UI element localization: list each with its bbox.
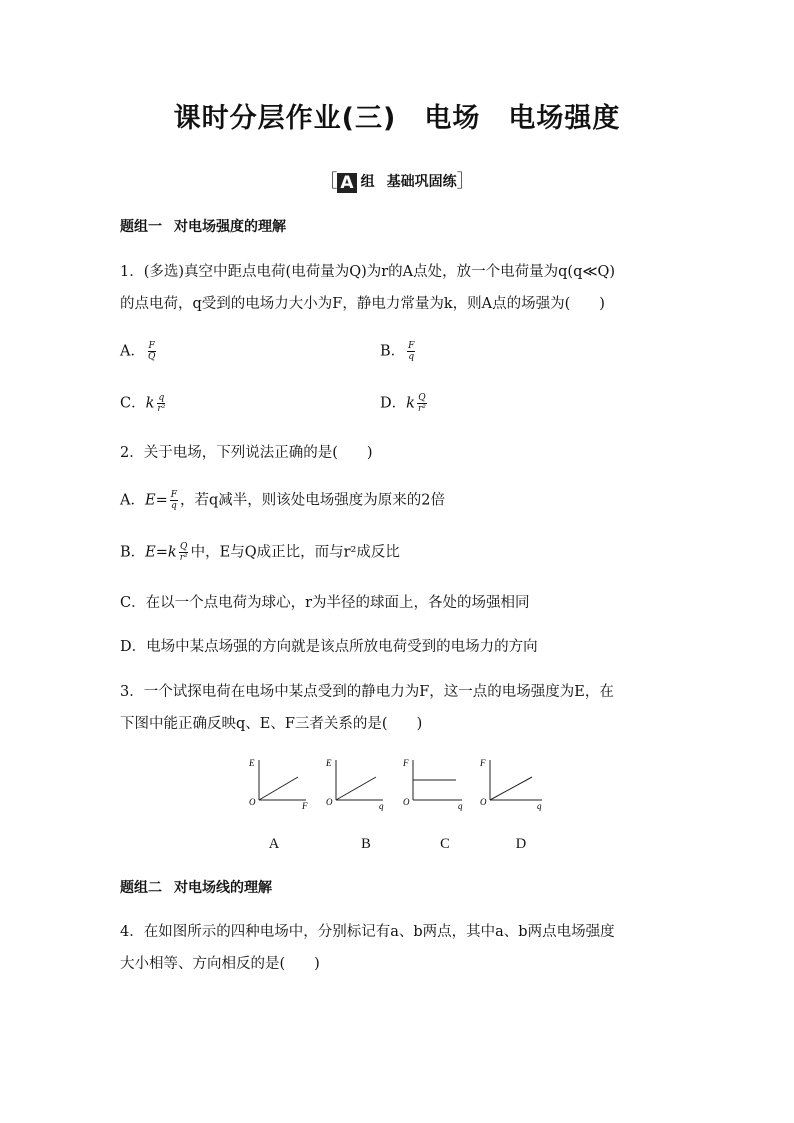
section-heading-2 xyxy=(120,878,272,898)
graph-a xyxy=(248,758,308,811)
q2-option-b: B．E=k $\frac{Q}{\text{r²}}$ 中，E与Q成正比，而与r²成反比 xyxy=(120,542,400,563)
graph-d-x-axis: q xyxy=(537,801,542,811)
q2-option-d: D．电场中某点场强的方向就是该点所放电荷受到的电场力的方向 xyxy=(120,639,538,655)
graph-d-origin: O xyxy=(480,797,487,807)
q1-option-a: A． $\frac{F}{Q}$ xyxy=(120,341,156,362)
group-suffix: 组 xyxy=(360,174,375,190)
graph-label-c: C xyxy=(440,836,450,852)
fraction: $\frac{Q}{\text{r²}}$ xyxy=(179,542,188,563)
graph-c xyxy=(402,758,463,811)
q2-stem: 2．关于电场，下列说法正确的是( ) xyxy=(120,445,373,461)
q1-option-b: B． $\frac{F}{q}$ xyxy=(380,341,415,362)
section-name: 对电场强度的理解 xyxy=(174,219,286,235)
page-title: 课时分层作业(三) 电场 电场强度 xyxy=(173,103,621,134)
q4-line-1: 4．在如图所示的四种电场中，分别标记有a、b两点，其中a、b两点电场强度 xyxy=(120,924,615,940)
section-label: 题组二 xyxy=(120,880,162,896)
q1-line-1: 1．(多选)真空中距点电荷(电荷量为Q)为r的A点处，放一个电荷量为q(q≪Q) xyxy=(120,264,616,280)
q3-line-2: 下图中能正确反映q、E、F三者关系的是( ) xyxy=(120,716,423,732)
graph-label-a: A xyxy=(268,836,280,852)
group-letter-badge: A xyxy=(337,173,356,193)
graph-b-y-axis: E xyxy=(326,758,332,768)
q1-line-2: 的点电荷，q受到的电场力大小为F，静电力常量为k，则A点的场强为( ) xyxy=(120,296,605,312)
fraction: $\frac{F}{q}$ xyxy=(408,341,415,362)
graph-b xyxy=(325,758,384,811)
q4-line-2: 大小相等、方向相反的是( ) xyxy=(120,956,320,972)
fraction: $\frac{F}{Q}$ xyxy=(147,341,156,362)
q3-graphs xyxy=(240,755,560,815)
q2-option-a: A．E= $\frac{F}{q}$ ，若q减半，则该处电场强度为原来的2倍 xyxy=(120,490,445,511)
graph-a-y-axis: E xyxy=(249,758,255,768)
q1-option-d: D．k $\frac{Q}{\text{r²}}$ xyxy=(380,393,426,414)
right-bracket: ］ xyxy=(456,171,475,192)
graph-b-origin: O xyxy=(326,797,333,807)
graph-b-x-axis: q xyxy=(379,801,384,811)
graph-label-b: B xyxy=(361,836,371,852)
section-name: 对电场线的理解 xyxy=(174,880,272,896)
fraction: $\frac{F}{q}$ xyxy=(170,490,177,511)
q3-line-1: 3．一个试探电荷在电场中某点受到的静电力为F，这一点的电场强度为E，在 xyxy=(120,684,614,700)
graph-a-origin: O xyxy=(249,797,256,807)
graph-c-x-axis: q xyxy=(458,801,463,811)
graph-c-y-axis: F xyxy=(403,758,409,768)
graph-d-y-axis: F xyxy=(480,758,486,768)
graph-a-x-axis: F xyxy=(302,801,308,811)
section-heading-1 xyxy=(120,217,286,237)
graph-c-origin: O xyxy=(403,797,410,807)
fraction: $\frac{Q}{\text{r²}}$ xyxy=(417,393,426,414)
graph-label-d: D xyxy=(515,836,527,852)
graph-d xyxy=(479,758,542,811)
group-name: 基础巩固练 xyxy=(386,174,457,190)
section-label: 题组一 xyxy=(120,219,162,235)
q2-option-c: C．在以一个点电荷为球心，r为半径的球面上，各处的场强相同 xyxy=(120,595,530,611)
left-bracket: ［ xyxy=(319,171,338,192)
q1-option-c: C．k $\frac{q}{\text{r²}}$ xyxy=(120,393,166,414)
fraction: $\frac{q}{\text{r²}}$ xyxy=(157,393,166,414)
group-label xyxy=(0,167,794,193)
